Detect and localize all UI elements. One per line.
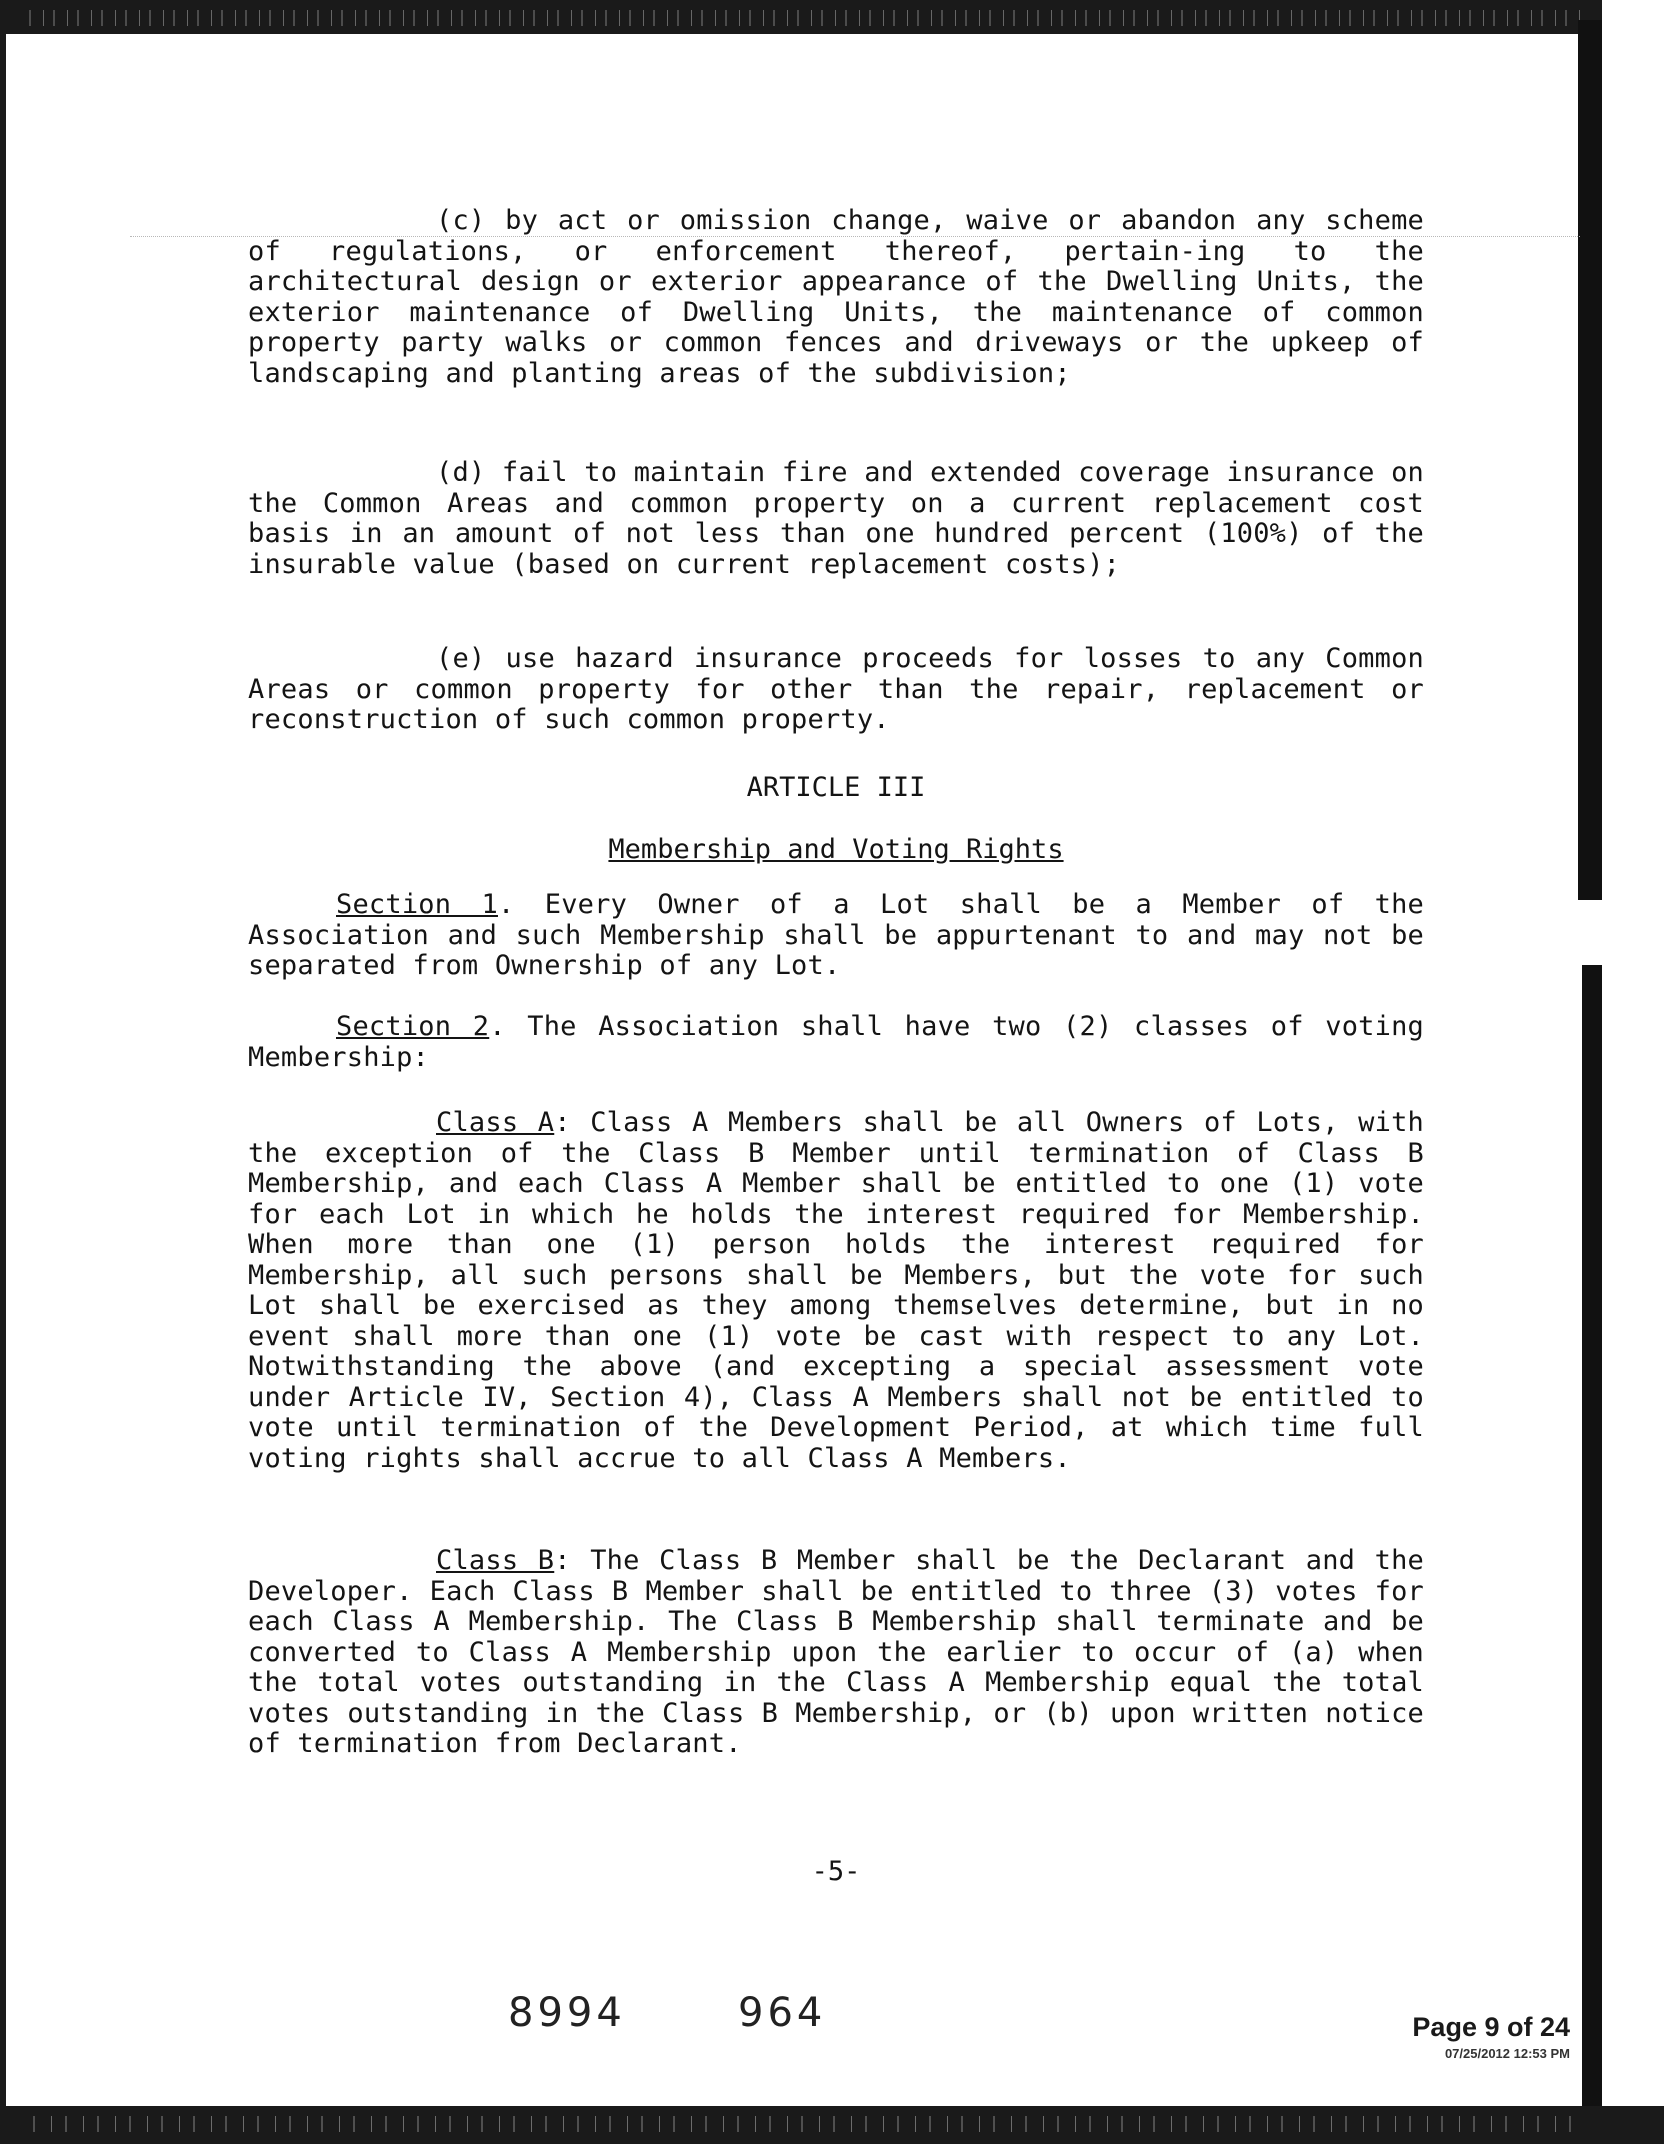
page-stamp: Page 9 of 24	[1412, 2012, 1570, 2042]
section-2-text: . The Association shall have two (2) classes of voting Membership:	[248, 1011, 1424, 1073]
article-heading: ARTICLE III	[746, 772, 926, 803]
section-1	[248, 890, 1424, 982]
section-2	[248, 1012, 1424, 1073]
class-b-paragraph	[248, 1546, 1424, 1760]
class-b	[248, 1546, 1424, 1760]
paragraph-c	[248, 206, 1424, 389]
page-record-number: 964	[738, 1990, 827, 2036]
class-a-paragraph	[248, 1108, 1424, 1474]
section-1-label: Section 1	[336, 889, 498, 920]
scan-border-right-upper	[1578, 20, 1602, 900]
section-1-paragraph	[248, 890, 1424, 982]
paragraph-e	[248, 644, 1424, 736]
scan-noise-top	[20, 10, 1580, 26]
section-2-paragraph	[248, 1012, 1424, 1073]
class-a-text: : Class A Members shall be all Owners of Lots, with the exception of the Class B Member until termination of Class B Membership, and each Class A Member shall be entitled to one (1) vote for each Lot in which he holds the interest required for Membership. When more than one (1) person holds the interest required for Membership, all such persons shall be Members, but the vote for such Lot shall be exercised as they among themselves determine, but in no event shall more than one (1) vote be cast with respect to any Lot. Notwithstanding the above (and excepting a special assessment vote under Article IV, Section 4), Class A Members shall not be entitled to vote until termination of the Development Period, at which time full voting rights shall accrue to all Class A Members.	[248, 1107, 1424, 1474]
paragraph-c-text: (c) by act or omission change, waive or abandon any scheme of regulations, or enforcement thereof, pertain-ing to the architectural design or exterior appearance of the Dwelling Units, the exterior maintenance of Dwelling Units, the maintenance of common property party walks or common fences and driveways or the upkeep of landscaping and planting areas of the subdivision;	[248, 205, 1424, 389]
paragraph-d	[248, 458, 1424, 580]
section-1-text: . Every Owner of a Lot shall be a Member of the Association and such Membership shall be appurtenant to and may not be separated from Ownership of any Lot.	[248, 889, 1424, 981]
date-stamp: 07/25/2012 12:53 PM	[1444, 2046, 1570, 2061]
class-b-text: : The Class B Member shall be the Declarant and the Developer. Each Class B Member shall be entitled to three (3) votes for each Class A Membership. The Class B Membership shall terminate and be converted to Class A Membership upon the earlier to occur of (a) when the total votes outstanding in the Class A Membership equal the total votes outstanding in the Class B Membership, or (b) upon written notice of termination from Declarant.	[248, 1545, 1424, 1759]
scan-noise-bottom	[20, 2116, 1580, 2132]
class-b-label: Class B	[436, 1545, 555, 1576]
article-title: Membership and Voting Rights	[608, 834, 1064, 865]
page-margin-right	[1602, 0, 1664, 2144]
scan-border-left	[0, 0, 6, 2144]
class-a	[248, 1108, 1424, 1474]
paragraph-d-text: (d) fail to maintain fire and extended coverage insurance on the Common Areas and common property on a current replacement cost basis in an amount of not less than one hundred percent (100%) of the insurable value (based on current replacement costs);	[248, 457, 1424, 580]
page-number: -5-	[811, 1856, 861, 1887]
class-a-label: Class A	[436, 1107, 555, 1138]
section-2-label: Section 2	[336, 1011, 490, 1042]
scan-border-right-lower	[1582, 965, 1602, 2115]
paragraph-e-text: (e) use hazard insurance proceeds for losses to any Common Areas or common property for other than the repair, replacement or reconstruction of such common property.	[248, 643, 1424, 735]
article-title-wrap	[248, 834, 1424, 866]
book-number: 8994	[508, 1990, 626, 2036]
